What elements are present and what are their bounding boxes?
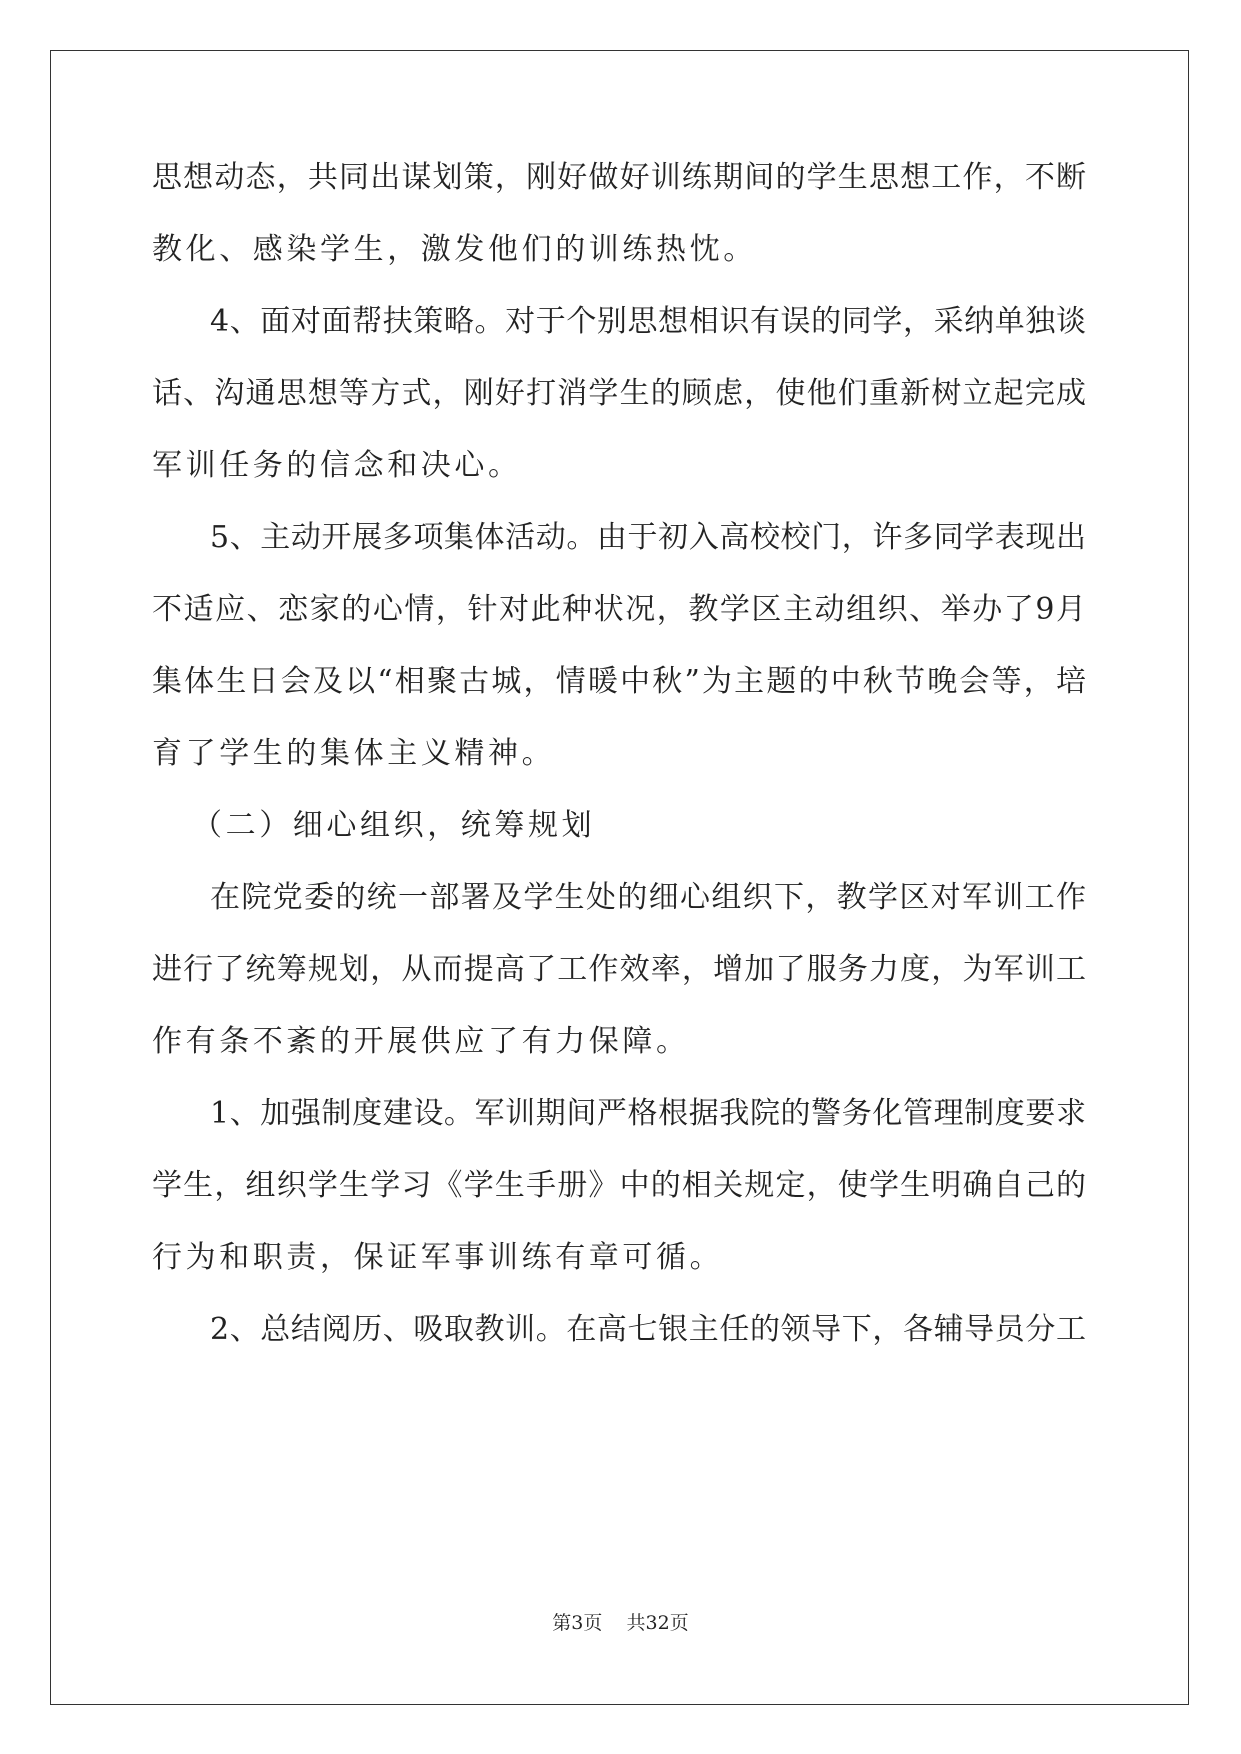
body-line: 进行了统筹规划，从而提高了工作效率，增加了服务力度，为军训工 bbox=[152, 952, 1086, 987]
body-line: 教化、感染学生，激发他们的训练热忱。 bbox=[152, 232, 757, 267]
body-line: 学生，组织学生学习《学生手册》中的相关规定，使学生明确自己的 bbox=[152, 1168, 1086, 1203]
body-line: 集体生日会及以“相聚古城，情暖中秋”为主题的中秋节晚会等，培 bbox=[152, 664, 1086, 699]
body-line: 话、沟通思想等方式，刚好打消学生的顾虑，使他们重新树立起完成 bbox=[152, 376, 1086, 411]
page-footer: 第3页 共32页 bbox=[552, 1612, 689, 1634]
body-line: 育了学生的集体主义精神。 bbox=[152, 736, 556, 771]
body-line: 2、总结阅历、吸取教训。在高七银主任的领导下，各辅导员分工 bbox=[210, 1312, 1086, 1347]
body-line: 在院党委的统一部署及学生处的细心组织下，教学区对军训工作 bbox=[210, 880, 1086, 915]
body-line: 军训任务的信念和决心。 bbox=[152, 448, 522, 483]
body-line: 1、加强制度建设。军训期间严格根据我院的警务化管理制度要求 bbox=[210, 1096, 1086, 1131]
body-line: 思想动态，共同出谋划策，刚好做好训练期间的学生思想工作，不断 bbox=[152, 160, 1086, 195]
body-line: 不适应、恋家的心情，针对此种状况，教学区主动组织、举办了9月 bbox=[152, 592, 1086, 627]
body-line: 行为和职责，保证军事训练有章可循。 bbox=[152, 1240, 724, 1275]
body-line: 5、主动开展多项集体活动。由于初入高校校门，许多同学表现出 bbox=[210, 520, 1086, 555]
body-line: 作有条不紊的开展供应了有力保障。 bbox=[152, 1024, 690, 1059]
section-heading: （二）细心组织，统筹规划 bbox=[192, 808, 596, 843]
body-line: 4、面对面帮扶策略。对于个别思想相识有误的同学，采纳单独谈 bbox=[210, 304, 1086, 339]
